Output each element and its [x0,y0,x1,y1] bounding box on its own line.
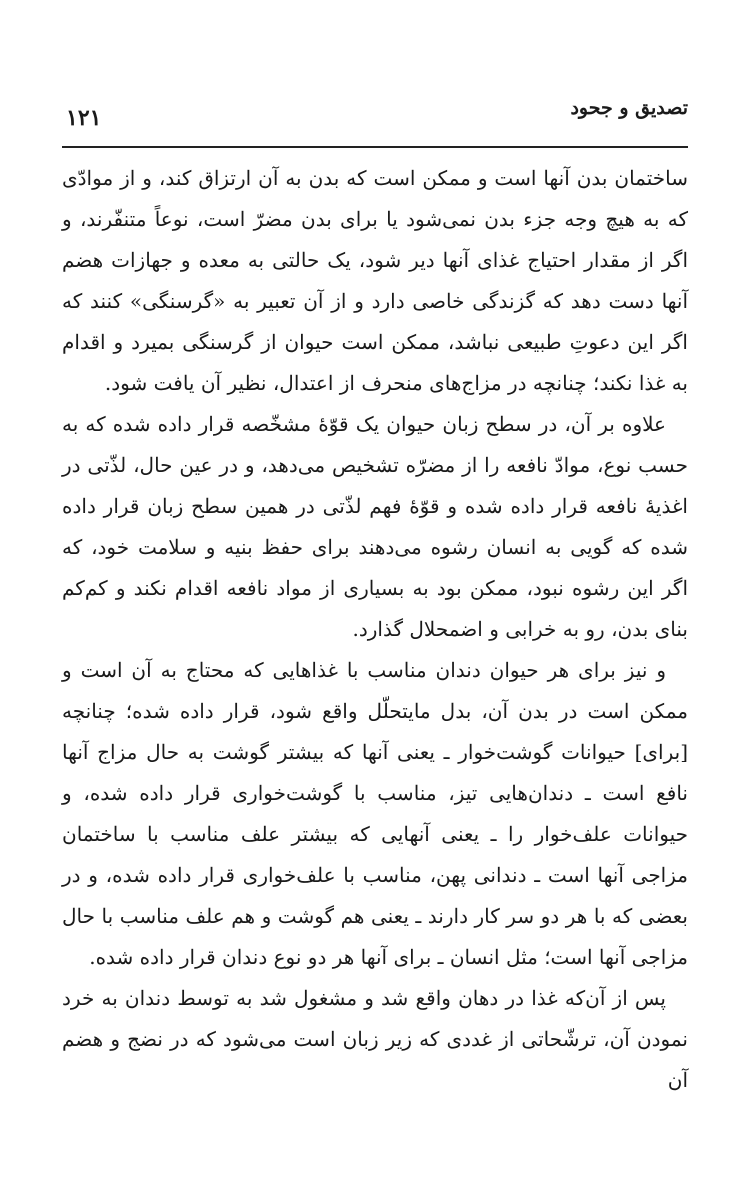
page-number: ۱۲۱ [66,105,102,131]
paragraph-4: پس از آن‌که غذا در دهان واقع شد و مشغول شد به توسط دندان به خرد نمودن آن، ترشّحاتی از غددی که زیر زبان است می‌شود که در نضج و هضم آن [62,986,688,1092]
page-header [62,95,688,145]
header-rule [62,146,688,148]
paragraph-1: ساختمان بدن آنها است و ممکن است که بدن به آن ارتزاق کند، و از موادّی که به هیچ وجه جزء بدن نمی‌شود یا برای بدن مضرّ است، نوعاً متنفّرند، و اگر از مقدار احتیاج غذای آنها دیر شود، یک حالتی به معده و جهازات هضم آنها دست دهد که گزندگی خاصی دارد و از آن تعبیر به «گرسنگی» کنند که اگر این دعوتِ طبیعی نباشد، ممکن است حیوان از گرسنگی بمیرد و اقدام به غذا نکند؛ چنانچه در مزاج‌های منحرف از اعتدال، نظیر آن یافت شود. [62,166,689,395]
paragraph-3: و نیز برای هر حیوان دندان مناسب با غذاهایی که محتاج به آن است و ممکن است در بدن آن، بدل مایتحلّل واقع شود، قرار داده شده؛ چنانچه [برای] حیوانات گوشت‌خوار ـ یعنی آنها که بیشتر گوشت به حال مزاج آنها نافع است ـ دندان‌هایی تیز، مناسب با گوشت‌خواری قرار داده شده، و حیوانات علف‌خوار را ـ یعنی آنهایی که بیشتر علف مناسب با ساختمان مزاجی آنها است ـ دندانی پهن، مناسب با علف‌خواری قرار داده شده، و در بعضی که با هر دو سر کار دارند ـ یعنی هم گوشت و هم علف مناسب با حال مزاجی آنها است؛ مثل انسان ـ برای آنها هر دو نوع دندان قرار داده شده. [62,658,688,969]
paragraph-2: علاوه بر آن، در سطح زبان حیوان یک قوّهٔ مشخّصه قرار داده شده که به حسب نوع، موادّ نافعه را از مضرّه تشخیص می‌دهد، و در عین حال، لذّتی در اغذیهٔ نافعه قرار داده شده و قوّهٔ فهم لذّتی در همین سطح زبان قرار داده شده که گویی به انسان رشوه می‌دهند برای حفظ بنیه و سلامت خود، که اگر این رشوه نبود، ممکن بود به بسیاری از مواد نافعه اقدام نکند و کم‌کم بنای بدن، رو به خرابی و اضمحلال گذارد. [62,412,688,641]
running-title: تصدیق و جحود [570,97,688,119]
body-text [62,158,688,1101]
